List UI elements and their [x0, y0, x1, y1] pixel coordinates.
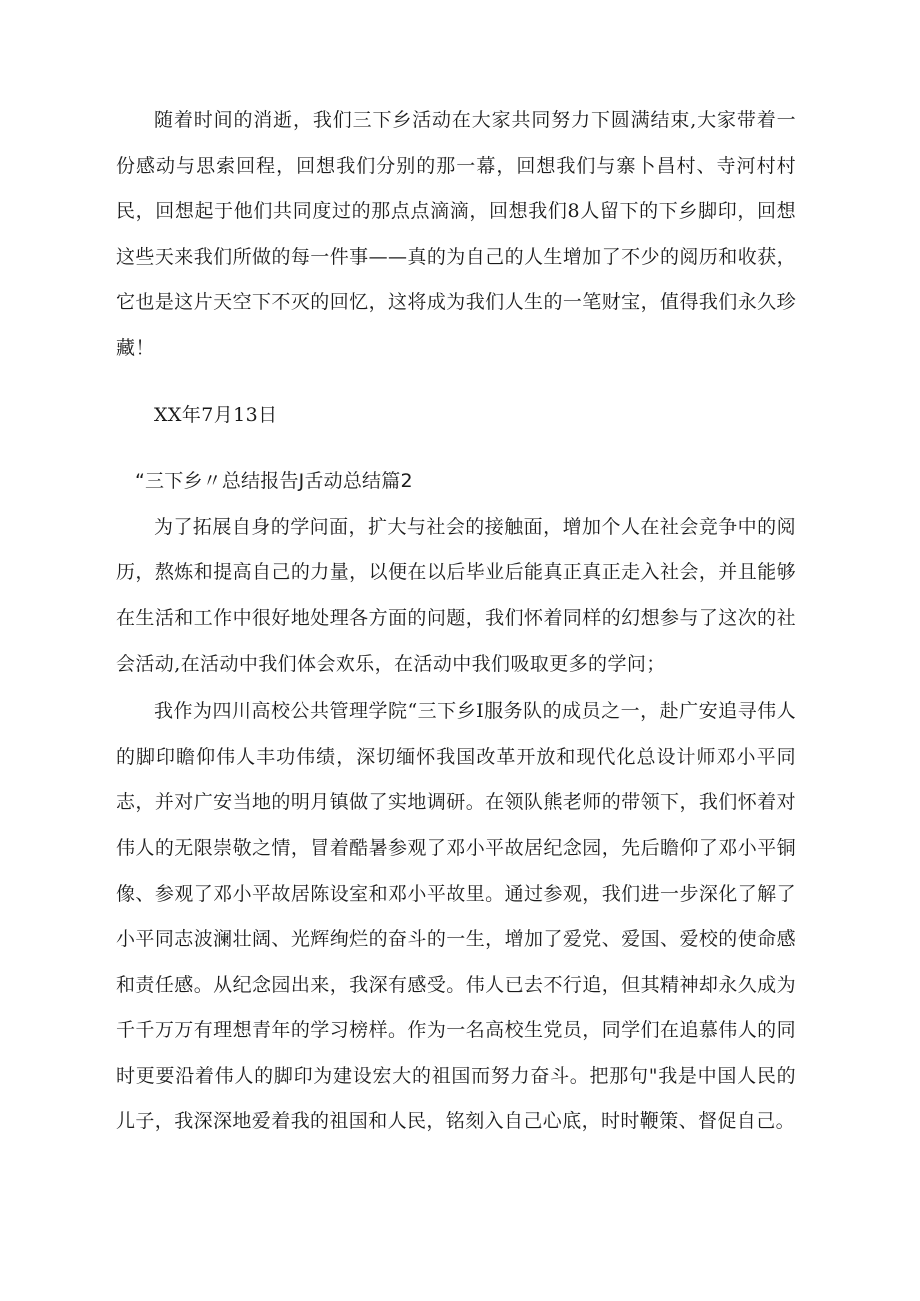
section-heading: “三下乡〃总结报告J舌动总结篇2 — [135, 470, 413, 493]
document-page — [116, 98, 796, 1145]
report-date: XX年7月13日 — [154, 403, 278, 426]
intro-paragraph: 随着时间的消逝，我们三下乡活动在大家共同努力下圆满结束,大家带着一份感动与思索回程，回想我们分别的那一幕，回想我们与寨卜昌村、寺河村村民，回想起于他们共同度过的那点点滴滴，回想我们8人留下的下乡脚印，回想这些天来我们所做的每一件事——真的为自己的人生增加了不少的阅历和收获，它也是这片天空下不灭的回忆，这将成为我们人生的一笔财宝，值得我们永久珍藏！ — [116, 109, 796, 359]
body-paragraph-2: 为了拓展自身的学问面，扩大与社会的接触面，增加个人在社会竞争中的阅历，熬炼和提高自己的力量，以便在以后毕业后能真正真正走入社会，并且能够在生活和工作中很好地处理各方面的问题，我们怀着同样的幻想参与了这次的社会活动,在活动中我们体会欢乐，在活动中我们吸取更多的学问； — [116, 515, 796, 675]
body-paragraph-3: 我作为四川高校公共管理学院“三下乡I服务队的成员之一，赴广安追寻伟人的脚印瞻仰伟人丰功伟绩，深切缅怀我国改革开放和现代化总设计师邓小平同志，并对广安当地的明月镇做了实地调研。在领队熊老师的带领下，我们怀着对伟人的无限崇敬之情，冒着酷暑参观了邓小平故居纪念园，先后瞻仰了邓小平铜像、参观了邓小平故居陈设室和邓小平故里。通过参观，我们进一步深化了解了小平同志波澜壮阔、光辉绚烂的奋斗的一生，增加了爱党、爱国、爱校的使命感和责任感。从纪念园出来，我深有感受。伟人已去不行追，但其精神却永久成为千千万万有理想青年的学习榜样。作为一名高校生党员，同学们在追慕伟人的同时更要沿着伟人的脚印为建设宏大的祖国而努力奋斗。把那句"我是中国人民的儿子，我深深地爱着我的祖国和人民，铭刻入自己心底，时时鞭策、督促自己。 — [116, 700, 796, 1133]
